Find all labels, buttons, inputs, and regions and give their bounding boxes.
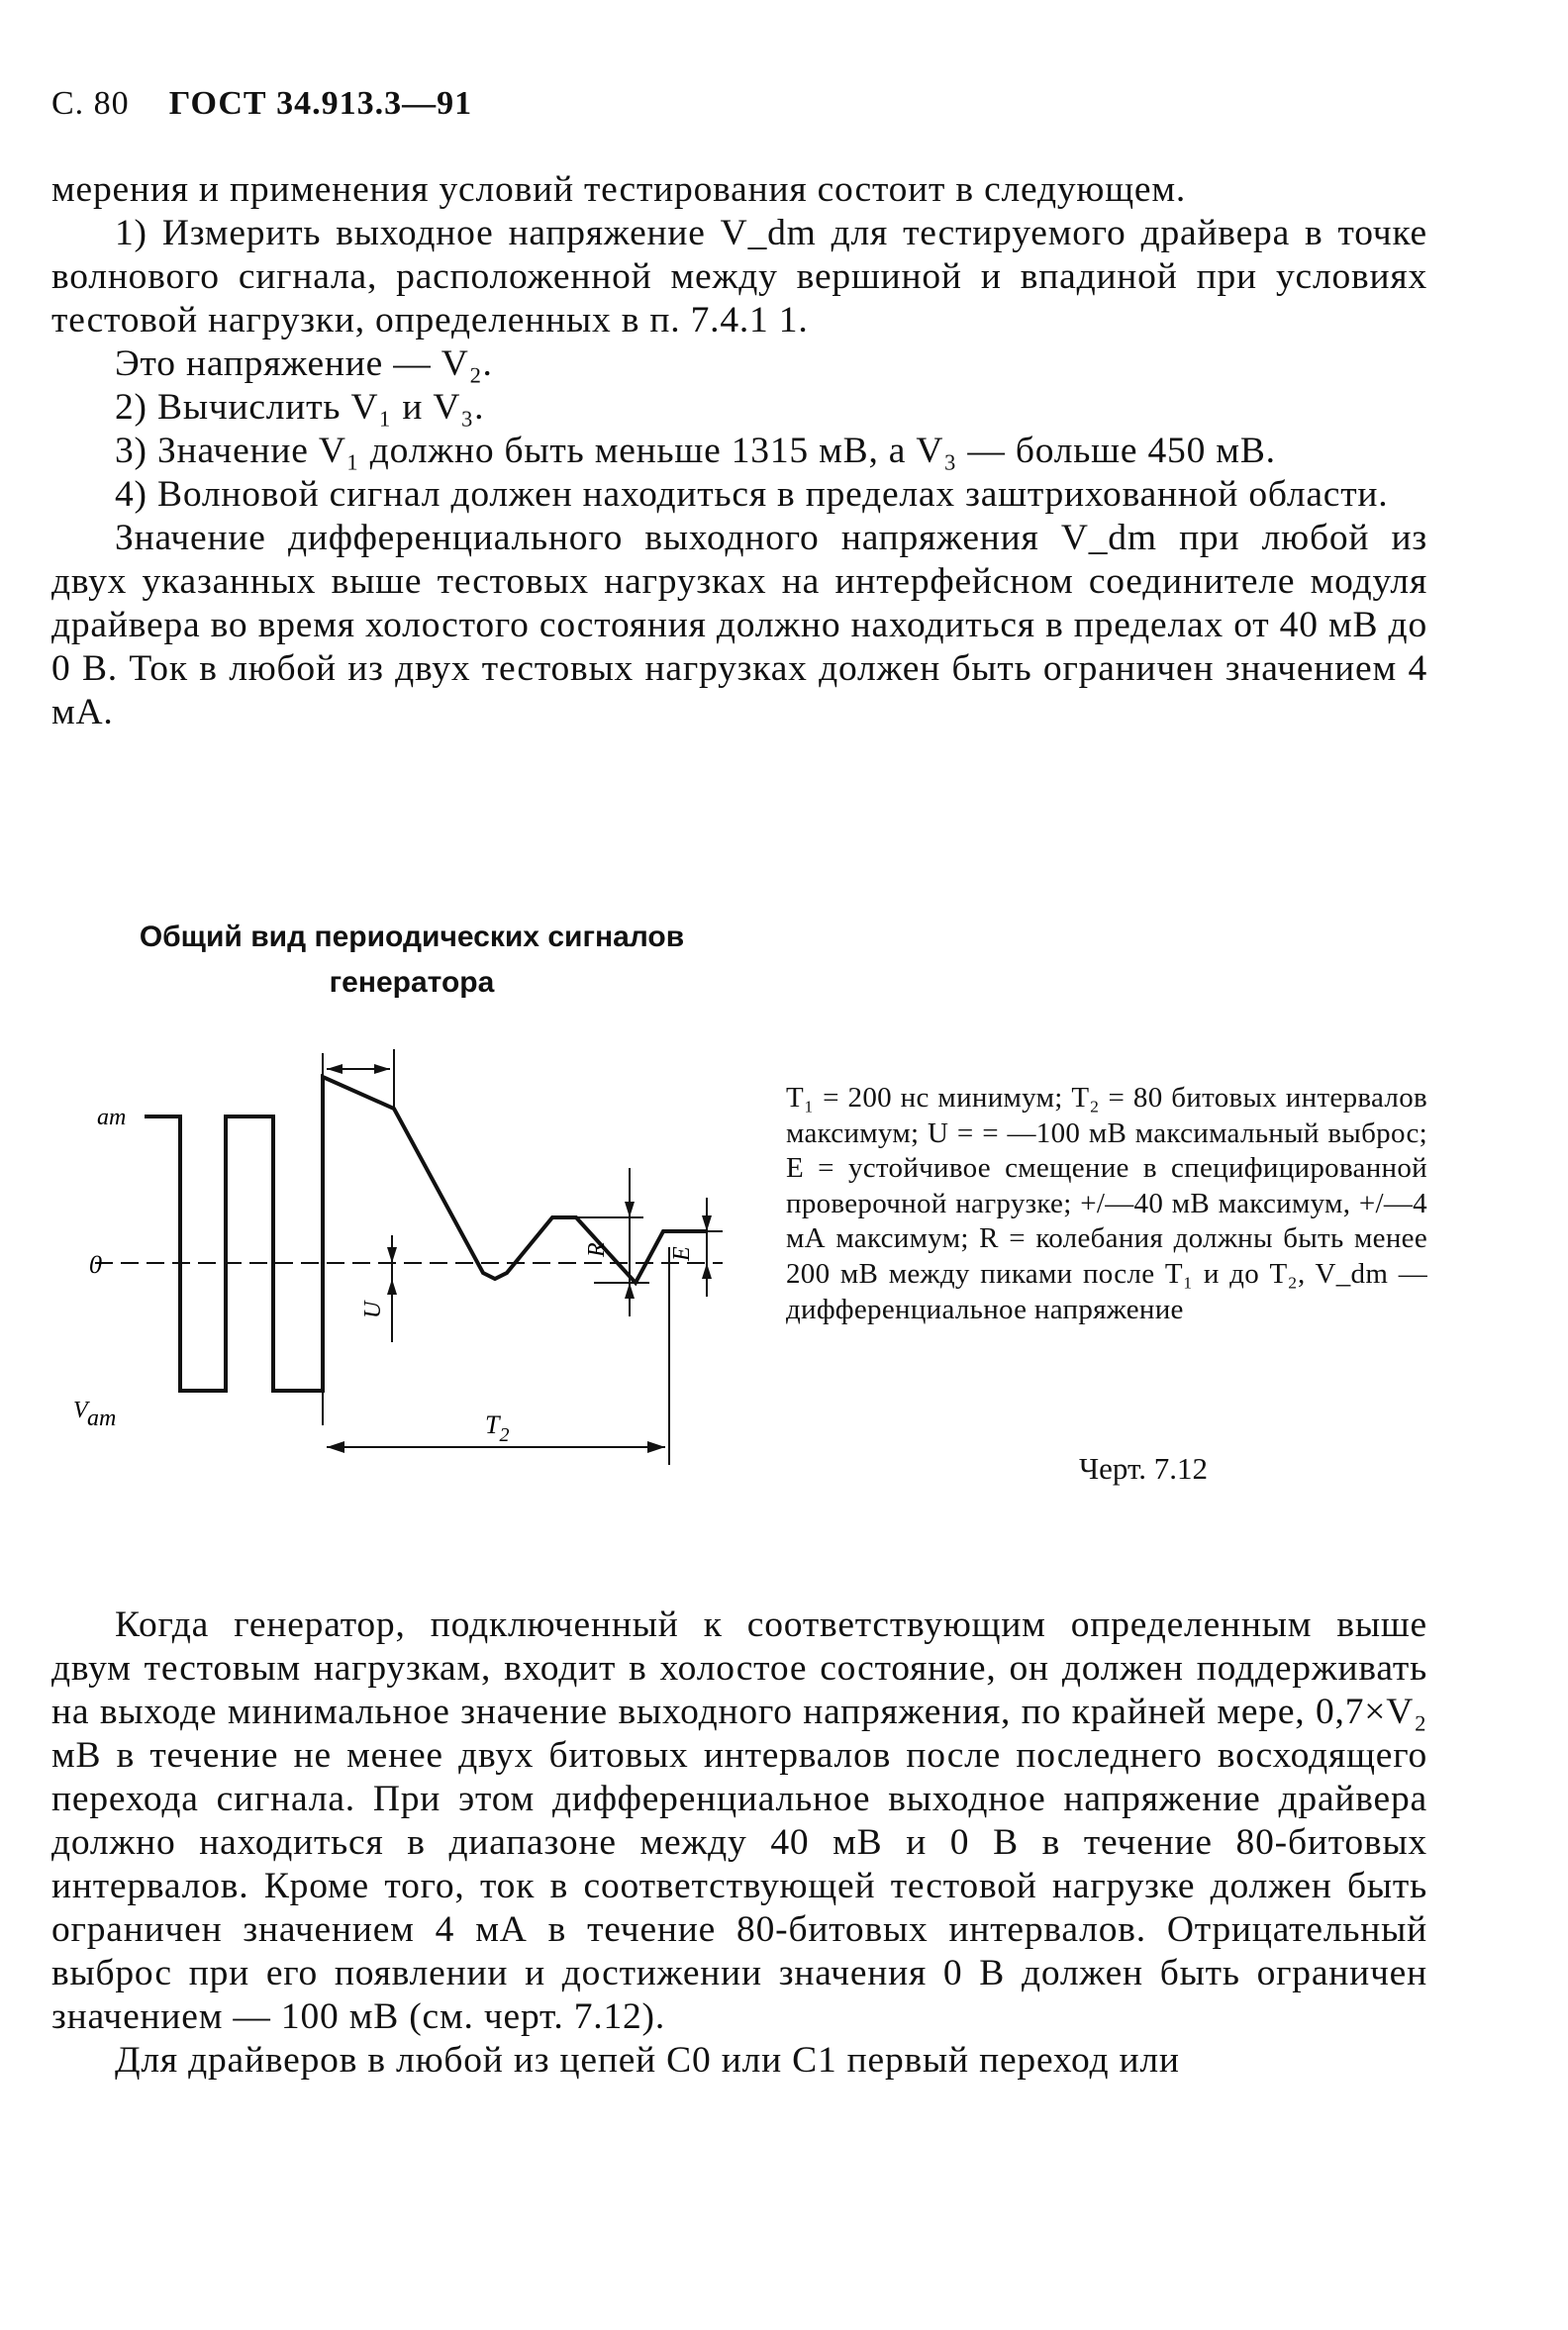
figure-caption-line-1: Общий вид периодических сигналов <box>139 921 685 953</box>
label-zero: 0 <box>89 1250 102 1279</box>
paragraph-voltage-v2: Это напряжение — V₂. <box>115 343 493 384</box>
pulse-train <box>145 1077 707 1391</box>
paragraph-step-1: 1) Измерить выходное напряжение V_dm для тестируемого драйвера в точке волнового сигнала, расположенной между вершиной и впадиной при условиях тестовой нагрузки, определенных в п. 7.4.1 1. <box>51 213 1427 340</box>
top-text-block <box>51 168 1427 734</box>
paragraph-step-3: 3) Значение V₁ должно быть меньше 1315 мВ, а V₃ — больше 450 мВ. <box>115 431 1276 471</box>
paragraph-differential-voltage: Значение дифференциального выходного напряжения V_dm при любой из двух указанных выше тестовых нагрузках на интерфейсном соединителе модуля драйвера во время холостого состояния должно находиться в пределах от 40 мВ до 0 В. Ток в любой из двух тестовых нагрузках должен быть ограничен значением 4 мА. <box>51 518 1427 732</box>
paragraph-step-2: 2) Вычислить V₁ и V₃. <box>115 387 485 428</box>
label-v-am-bottom: Vam <box>73 1398 117 1431</box>
figure-legend: T₁ = 200 нс минимум; T₂ = 80 битовых интервалов максимум; U = = —100 мВ максимальный выброс; E = устойчивое смещение в специфицированной проверочной нагрузке; +/—40 мВ максимум, +/—4 мА максимум; R = колебания должны быть менее 200 мВ между пиками после T₁ и до T₂, V_dm — дифференциальное напряжение <box>786 1082 1427 1325</box>
e-arrow-down <box>702 1215 712 1231</box>
t2-arrow-right <box>647 1441 665 1453</box>
page-number: С. 80 <box>51 85 130 122</box>
figure-caption-line-2: генератора <box>329 966 495 999</box>
u-arrow-up <box>387 1279 397 1295</box>
label-e: E <box>669 1246 695 1261</box>
u-arrow-down <box>387 1247 397 1263</box>
r-arrow-down <box>625 1202 635 1217</box>
t1-arrow-right <box>374 1064 390 1074</box>
figure-caption <box>95 915 729 1006</box>
paragraph-continuation: мерения и применения условий тестирования состоит в следующем. <box>51 169 1187 210</box>
paragraph-c0-c1-drivers: Для драйверов в любой из цепей C0 или C1 первый переход или <box>115 2040 1180 2081</box>
label-t2: $T_2$ <box>485 1410 510 1446</box>
bottom-text-block <box>51 1603 1427 2083</box>
waveform-diagram <box>49 1049 762 1505</box>
paragraph-step-4: 4) Волновой сигнал должен находиться в пределах заштрихованной области. <box>115 474 1389 515</box>
r-arrow-up <box>625 1283 635 1299</box>
standard-id: ГОСТ 34.913.3—91 <box>168 85 473 122</box>
label-v-am-top: am <box>97 1105 127 1130</box>
paragraph-idle-state: Когда генератор, подключенный к соответствующим определенным выше двум тестовым нагрузкам, входит в холостое состояние, он должен поддерживать на выходе минимальное значение выходного напряжения, по крайней мере, 0,7×V₂ мВ в течение не менее двух битовых интервалов после последнего восходящего перехода сигнала. При этом дифференциальное выходное напряжение драйвера должно находиться в диапазоне между 40 мВ и 0 В в течение 80-битовых интервалов. Кроме того, ток в соответствующей тестовой нагрузке должен быть ограничен значением 4 мА в течение 80-битовых интервалов. Отрицательный выброс при его появлении и достижении значения 0 В должен быть ограничен значением — 100 мВ (см. черт. 7.12). <box>51 1604 1427 2037</box>
label-r: R <box>584 1242 610 1257</box>
e-arrow-up <box>702 1263 712 1279</box>
t2-arrow-left <box>327 1441 344 1453</box>
label-u: U <box>360 1301 386 1318</box>
figure-number: Черт. 7.12 <box>1079 1451 1208 1486</box>
page-header <box>51 85 472 123</box>
t1-arrow-left <box>327 1064 343 1074</box>
